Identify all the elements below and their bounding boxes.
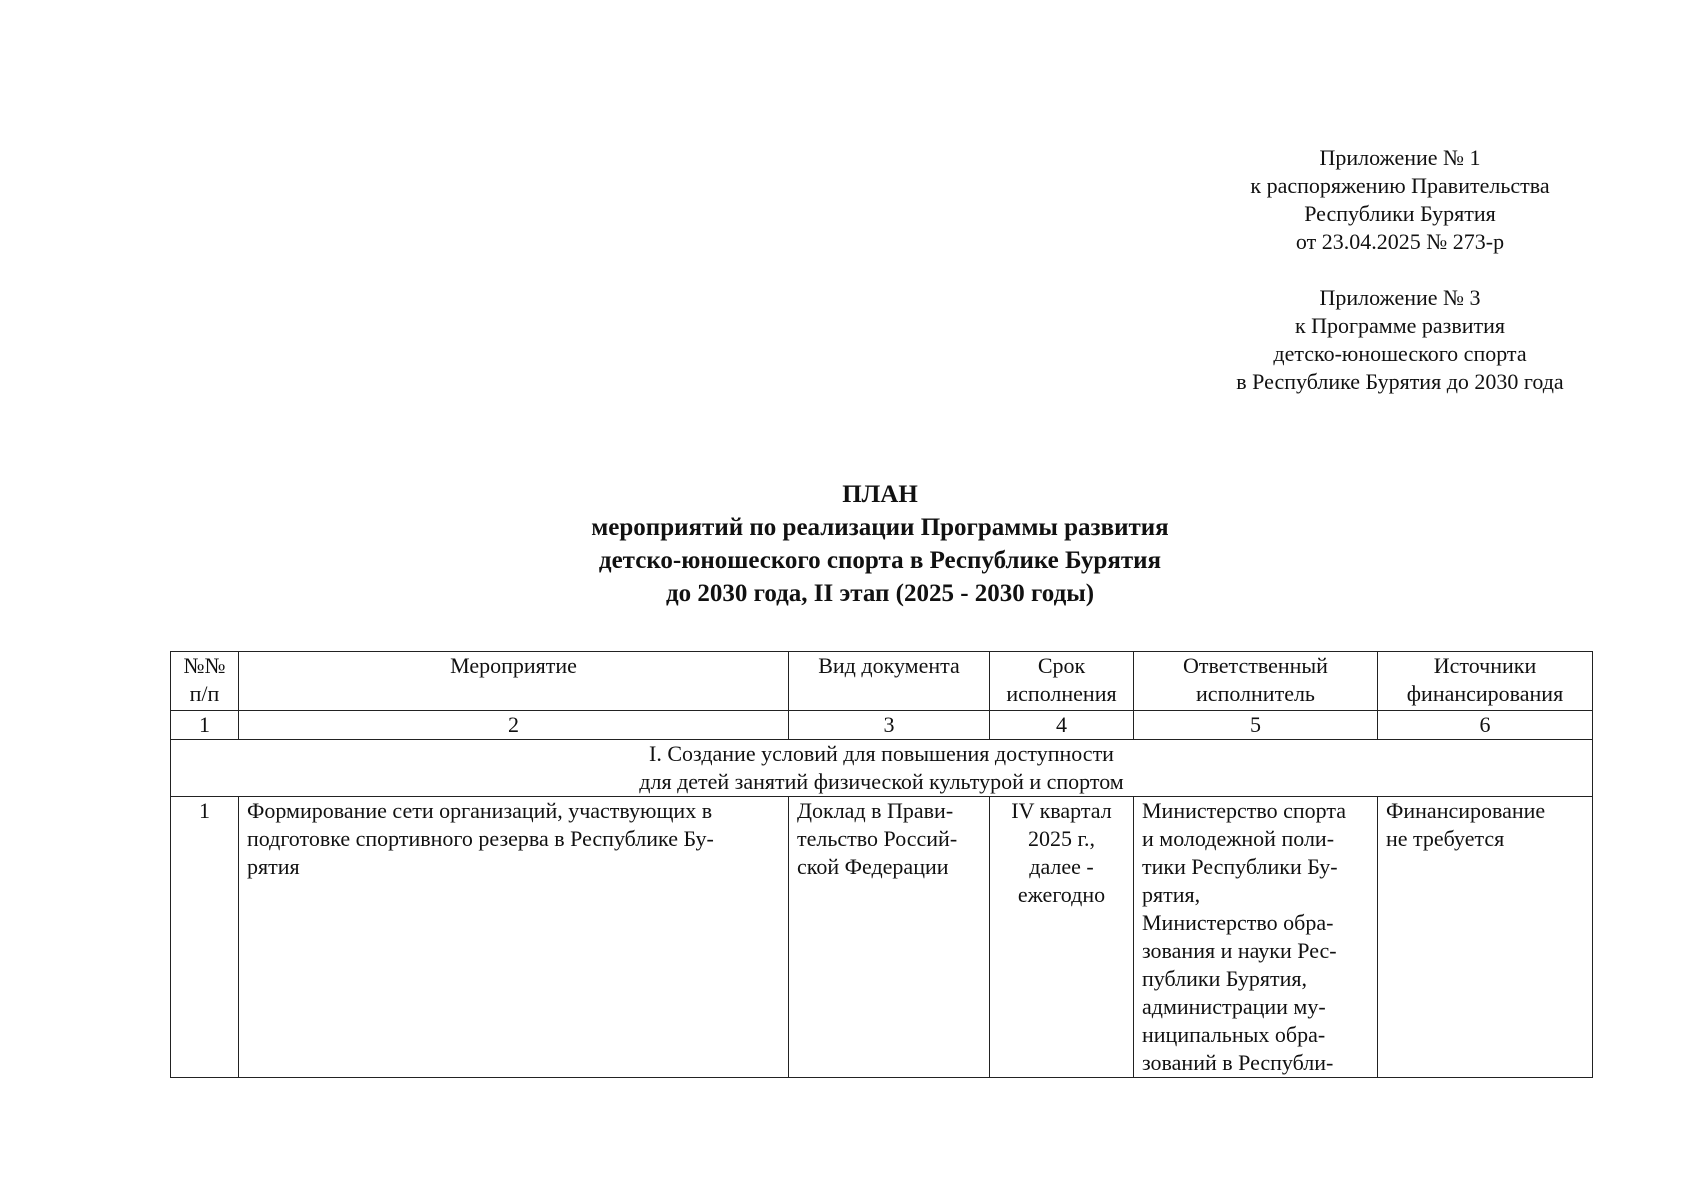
row-num: 1 [171,797,239,1078]
title-heading: ПЛАН [842,481,918,508]
header-doc-type: Вид документа [789,652,990,711]
title-line: детско-юношеского спорта в Республике Бурятия [598,547,1162,574]
cell-line: администрации му- [1142,994,1326,1019]
cell-line: Министерство обра- [1142,910,1334,935]
appendix-line: Приложение № 1 [1319,145,1481,170]
section-line: I. Создание условий для повышения доступности [649,741,1114,766]
section-row [171,740,1593,797]
row-event [239,797,789,1078]
section-line: для детей занятий физической культурой и спортом [639,769,1124,794]
cell-line: 2025 г., [1027,826,1096,851]
cell-line: IV квартал [1011,798,1112,823]
cell-line: зований в Республи- [1142,1050,1334,1075]
header-funding: Источники финансирования [1378,652,1593,711]
row-responsible [1134,797,1378,1078]
header-event: Мероприятие [239,652,789,711]
appendix-line: к Программе развития [1294,313,1506,338]
cell-line: Доклад в Прави- [797,798,954,823]
table-row [171,797,1593,1078]
cell-line: далее - [1029,854,1094,879]
cell-line: и молодежной поли- [1142,826,1335,851]
cell-line: ниципальных обра- [1142,1022,1326,1047]
cell-line: публики Бурятия, [1142,966,1308,991]
column-number: 5 [1134,711,1378,740]
cell-line: подготовке спортивного резерва в Республике Бу- [247,826,714,851]
column-number-row [171,711,1593,740]
cell-line: ежегодно [1017,882,1106,907]
cell-line: тельство Россий- [797,826,958,851]
cell-line: Финансирование [1386,798,1546,823]
appendix-header [1160,144,1640,396]
cell-line: зования и науки Рес- [1142,938,1337,963]
column-number: 6 [1378,711,1593,740]
header-deadline: Срок исполнения [990,652,1134,711]
row-deadline [990,797,1134,1078]
appendix-block-1 [1160,144,1640,256]
appendix-line: Приложение № 3 [1319,285,1481,310]
appendix-line: к распоряжению Правительства [1250,173,1550,198]
appendix-line: детско-юношеского спорта [1273,341,1527,366]
column-number: 2 [239,711,789,740]
cell-line: тики Республики Бу- [1142,854,1338,879]
title-line: мероприятий по реализации Программы развития [591,514,1169,541]
row-doc-type [789,797,990,1078]
document-title [380,478,1380,610]
cell-line: рятия, [1142,882,1201,907]
title-line: до 2030 года, II этап (2025 - 2030 годы) [665,580,1095,607]
section-heading [171,740,1593,797]
cell-line: ской Федерации [797,854,949,879]
column-number: 4 [990,711,1134,740]
appendix-line: от 23.04.2025 № 273-р [1295,229,1505,254]
appendix-line: Республики Бурятия [1304,201,1496,226]
cell-line: рятия [247,854,300,879]
appendix-block-2 [1160,284,1640,396]
header-responsible: Ответственный исполнитель [1134,652,1378,711]
cell-line: не требуется [1386,826,1505,851]
cell-line: Формирование сети организаций, участвующих в [247,798,713,823]
plan-table [170,651,1593,1078]
appendix-line: в Республике Бурятия до 2030 года [1236,369,1564,394]
header-num: №№ п/п [171,652,239,711]
column-number: 3 [789,711,990,740]
column-number: 1 [171,711,239,740]
table-header-row [171,652,1593,711]
row-funding [1378,797,1593,1078]
cell-line: Министерство спорта [1142,798,1347,823]
